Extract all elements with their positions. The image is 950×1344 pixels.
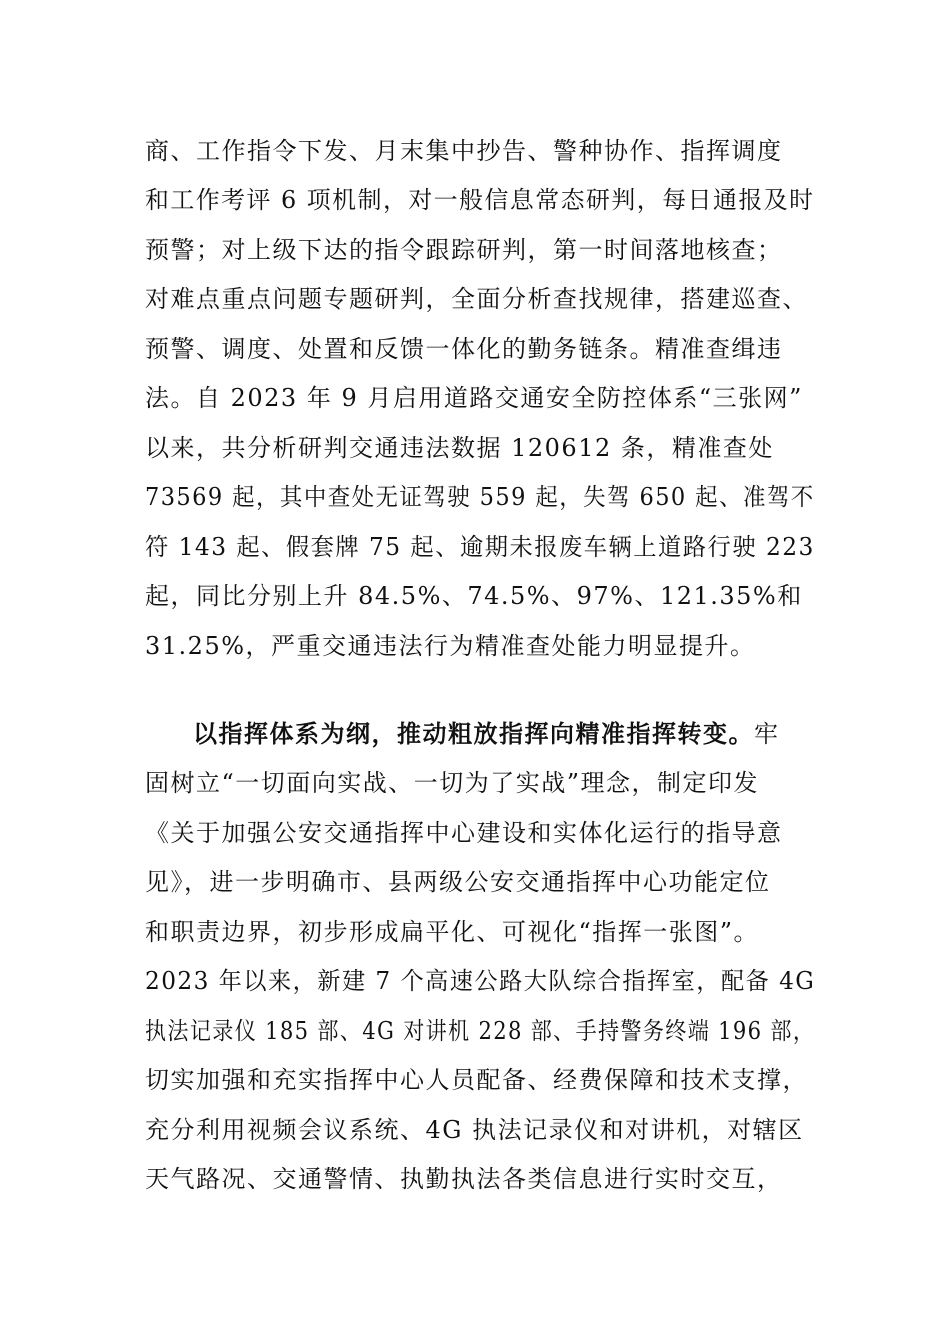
paragraph-1-line-9: 符 143 起、假套牌 75 起、逾期未报废车辆上道路行驶 223 xyxy=(145,533,815,561)
paragraph-2-line-8: 切实加强和充实指挥中心人员配备、经费保障和技术支撑， xyxy=(145,1066,808,1094)
paragraph-2-line-3: 《关于加强公安交通指挥中心建设和实体化运行的指导意 xyxy=(145,819,783,847)
paragraph-1-line-10: 起，同比分别上升 84.5%、74.5%、97%、121.35%和 xyxy=(145,582,803,610)
paragraph-1-line-11: 31.25%，严重交通违法行为精准查处能力明显提升。 xyxy=(145,632,756,660)
paragraph-2-line-1 xyxy=(193,718,780,750)
paragraph-2-line-6: 2023 年以来，新建 7 个高速公路大队综合指挥室，配备 4G xyxy=(145,967,816,995)
paragraph-2-line-10: 天气路况、交通警情、执勤执法各类信息进行实时交互， xyxy=(145,1165,783,1193)
paragraph-1-line-3: 预警；对上级下达的指令跟踪研判，第一时间落地核查； xyxy=(145,236,783,264)
paragraph-2-line-7: 执法记录仪 185 部、4G 对讲机 228 部、手持警务终端 196 部， xyxy=(145,1017,816,1045)
paragraph-2-line-9: 充分利用视频会议系统、4G 执法记录仪和对讲机，对辖区 xyxy=(145,1116,804,1144)
paragraph-1-line-2: 和工作考评 6 项机制，对一般信息常态研判，每日通报及时 xyxy=(145,186,815,214)
paragraph-2-heading: 以指挥体系为纲，推动粗放指挥向精准指挥转变。 xyxy=(193,720,754,748)
paragraph-2-line-2: 固树立“一切面向实战、一切为了实战”理念，制定印发 xyxy=(145,769,760,797)
paragraph-1-line-1: 商、工作指令下发、月末集中抄告、警种协作、指挥调度 xyxy=(145,137,783,165)
paragraph-2-line-5: 和职责边界，初步形成扁平化、可视化“指挥一张图”。 xyxy=(145,918,760,946)
paragraph-1-line-8: 73569 起，其中查处无证驾驶 559 起，失驾 650 起、准驾不 xyxy=(145,483,815,511)
paragraph-1-line-5: 预警、调度、处置和反馈一体化的勤务链条。精准查缉违 xyxy=(145,335,783,363)
paragraph-2-first-line-tail: 牢 xyxy=(754,720,780,748)
paragraph-1-line-7: 以来，共分析研判交通违法数据 120612 条，精准查处 xyxy=(145,434,774,462)
paragraph-2-line-4: 见》，进一步明确市、县两级公安交通指挥中心功能定位 xyxy=(145,868,771,896)
paragraph-1-line-6: 法。自 2023 年 9 月启用道路交通安全防控体系“三张网” xyxy=(145,384,803,412)
paragraph-1-line-4: 对难点重点问题专题研判，全面分析查找规律，搭建巡查、 xyxy=(145,285,808,313)
